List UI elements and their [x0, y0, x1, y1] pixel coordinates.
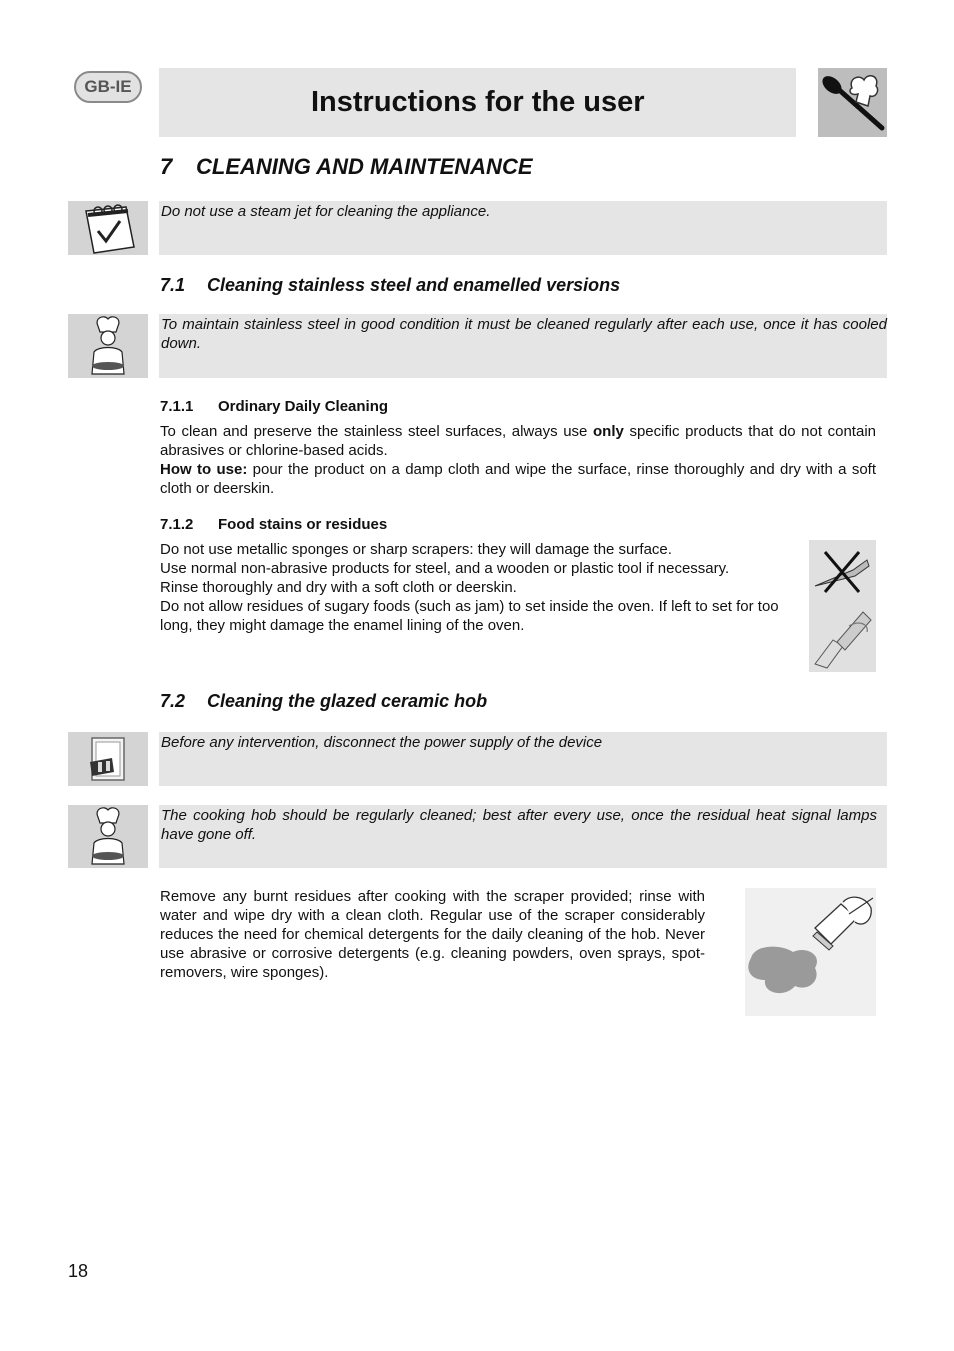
power-plug-icon — [68, 732, 148, 786]
section-7-1-1-heading — [160, 398, 388, 415]
daily-cleaning-para1: To clean and preserve the stainless steel surfaces, always use only specific products that do not contain abrasives or chlorine-based acids. — [160, 423, 876, 459]
no-sharp-scraper-icon — [809, 540, 876, 672]
section-title: Food stains or residues — [218, 516, 388, 533]
section-7-1-heading — [160, 275, 620, 296]
power-disconnect-note — [159, 732, 887, 786]
page-header — [159, 68, 796, 137]
note-text: To maintain stainless steel in good condition it must be cleaned regularly after each use, once it has cooled down. — [161, 316, 887, 352]
section-7-1-2-heading — [160, 516, 387, 533]
food-stains-line: Use normal non-abrasive products for steel, and a wooden or plastic tool if necessary. — [160, 560, 730, 577]
section-title: Cleaning the glazed ceramic hob — [207, 691, 488, 711]
hob-cleaning-paragraph: Remove any burnt residues after cooking with the scraper provided; rinse with water and wipe dry with a clean cloth. Regular use of the scraper considerably reduces the need for chemical detergents for the daily cleaning of the hob. Never use abrasive or corrosive detergents (e.g. cleaning powders, oven sprays, spot-removers, wire sponges). — [160, 888, 705, 981]
steam-warning-note — [159, 201, 887, 255]
language-badge: GB-IE — [74, 71, 142, 103]
chef-icon — [68, 805, 148, 868]
daily-cleaning-para2: How to use: pour the product on a damp cloth and wipe the surface, rinse thoroughly and dry with a soft cloth or deerskin. — [160, 461, 876, 497]
page-title: Instructions for the user — [311, 86, 645, 118]
chef-logo — [818, 68, 887, 137]
note-text: The cooking hob should be regularly cleaned; best after every use, once the residual heat signal lamps have gone off. — [161, 807, 877, 843]
section-number: 7.1 — [160, 275, 186, 295]
note-text: Do not use a steam jet for cleaning the appliance. — [161, 203, 491, 220]
hob-scraper-icon — [745, 888, 876, 1016]
stainless-maintenance-note — [159, 314, 887, 378]
section-7-heading — [160, 154, 533, 180]
hob-cleaning-note — [159, 805, 887, 868]
food-stains-line: Do not allow residues of sugary foods (such as jam) to set inside the oven. If left to set for too long, they might damage the enamel lining of the oven. — [160, 598, 779, 634]
section-7-2-heading — [160, 691, 487, 712]
section-title: CLEANING AND MAINTENANCE — [196, 154, 533, 179]
notepad-check-icon — [68, 201, 148, 255]
section-number: 7.2 — [160, 691, 186, 711]
spoon-hat-icon — [818, 68, 887, 137]
section-number: 7 — [160, 154, 173, 179]
food-stains-line: Do not use metallic sponges or sharp scrapers: they will damage the surface. — [160, 541, 672, 558]
section-number: 7.1.2 — [160, 516, 194, 533]
section-title: Cleaning stainless steel and enamelled versions — [207, 275, 621, 295]
food-stains-line: Rinse thoroughly and dry with a soft cloth or deerskin. — [160, 579, 517, 596]
scraper-illustration — [809, 540, 876, 672]
hob-cleaning-text — [160, 887, 705, 982]
section-title: Ordinary Daily Cleaning — [218, 398, 389, 415]
hob-scraper-illustration — [745, 888, 876, 1016]
food-stains-text — [160, 540, 790, 635]
section-number: 7.1.1 — [160, 398, 194, 415]
page-number: 18 — [68, 1261, 89, 1281]
note-text: Before any intervention, disconnect the power supply of the device — [161, 734, 603, 751]
daily-cleaning-text — [160, 422, 876, 498]
chef-icon — [68, 314, 148, 378]
